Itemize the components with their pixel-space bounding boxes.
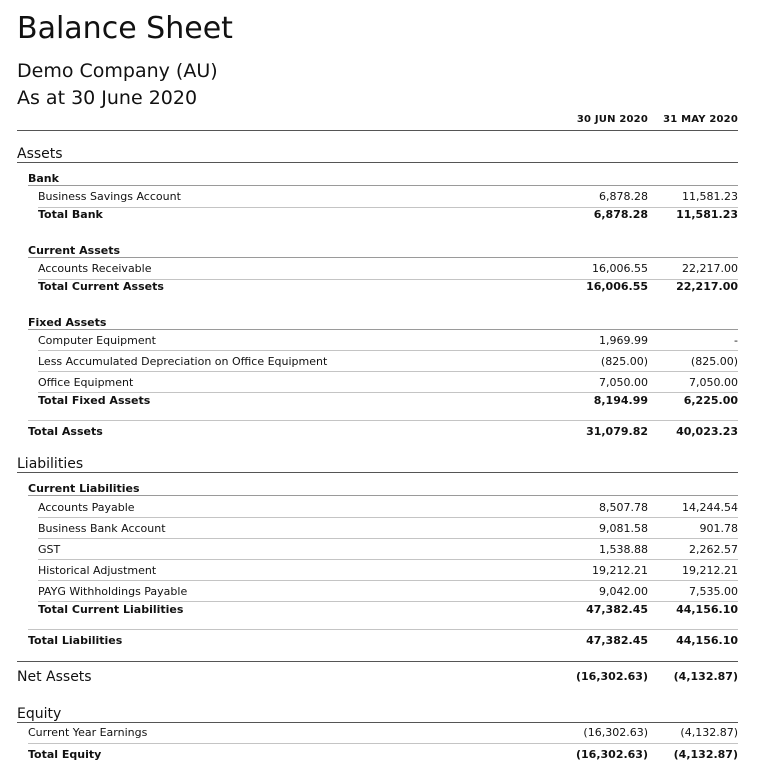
row-value-may: 7,050.00 (689, 376, 738, 389)
report-date: As at 30 June 2020 (17, 87, 198, 109)
row-value-jun: 1,969.99 (599, 334, 648, 347)
divider (38, 580, 738, 581)
row-value-jun: 9,042.00 (599, 585, 648, 598)
divider (17, 162, 738, 163)
net-assets-label: Net Assets (17, 669, 92, 685)
row-label: Business Savings Account (38, 190, 181, 203)
total-bank-jun: 6,878.28 (593, 208, 648, 221)
divider (38, 517, 738, 518)
current-assets-heading: Current Assets (28, 244, 121, 257)
divider (38, 350, 738, 351)
divider (28, 329, 738, 330)
total-current-assets-label: Total Current Assets (38, 280, 164, 293)
total-fixed-assets-jun: 8,194.99 (593, 394, 648, 407)
total-equity-jun: (16,302.63) (576, 748, 648, 761)
row-value-may: (4,132.87) (680, 726, 738, 739)
row-value-may: 19,212.21 (682, 564, 738, 577)
row-value-may: 11,581.23 (682, 190, 738, 203)
total-current-assets-jun: 16,006.55 (586, 280, 648, 293)
report-title: Balance Sheet (17, 11, 233, 46)
total-assets-may: 40,023.23 (676, 425, 738, 438)
total-liabilities-label: Total Liabilities (28, 634, 123, 647)
total-current-liabilities-label: Total Current Liabilities (38, 603, 184, 616)
divider (38, 559, 738, 560)
equity-heading: Equity (17, 706, 62, 722)
row-value-jun: (16,302.63) (583, 726, 648, 739)
net-assets-jun: (16,302.63) (576, 670, 648, 683)
total-current-liabilities-may: 44,156.10 (676, 603, 738, 616)
column-header-jun: 30 JUN 2020 (576, 114, 648, 125)
row-value-jun: 16,006.55 (592, 262, 648, 275)
company-name: Demo Company (AU) (17, 60, 218, 82)
divider (28, 629, 738, 630)
total-equity-label: Total Equity (28, 748, 102, 761)
row-value-jun: (825.00) (600, 355, 648, 368)
row-value-may: - (734, 334, 738, 347)
row-label: Accounts Payable (38, 501, 135, 514)
bank-heading: Bank (28, 172, 59, 185)
divider (38, 392, 738, 393)
row-value-may: 2,262.57 (689, 543, 738, 556)
divider (38, 538, 738, 539)
assets-heading: Assets (17, 146, 63, 162)
row-value-may: (825.00) (690, 355, 738, 368)
net-assets-may: (4,132.87) (673, 670, 738, 683)
row-label: PAYG Withholdings Payable (38, 585, 188, 598)
total-fixed-assets-may: 6,225.00 (683, 394, 738, 407)
row-label: Historical Adjustment (38, 564, 157, 577)
divider (28, 257, 738, 258)
row-label: Business Bank Account (38, 522, 166, 535)
divider (38, 371, 738, 372)
total-bank-label: Total Bank (38, 208, 103, 221)
row-label: Accounts Receivable (38, 262, 152, 275)
row-value-jun: 9,081.58 (599, 522, 648, 535)
total-liabilities-jun: 47,382.45 (586, 634, 648, 647)
total-assets-jun: 31,079.82 (586, 425, 648, 438)
current-liabilities-heading: Current Liabilities (28, 482, 140, 495)
divider (28, 420, 738, 421)
divider (28, 743, 738, 744)
row-value-may: 14,244.54 (682, 501, 738, 514)
divider (28, 185, 738, 186)
row-value-jun: 7,050.00 (599, 376, 648, 389)
divider (17, 472, 738, 473)
total-assets-label: Total Assets (28, 425, 103, 438)
column-header-may: 31 MAY 2020 (663, 114, 738, 125)
row-value-may: 22,217.00 (682, 262, 738, 275)
divider (38, 601, 738, 602)
divider (17, 661, 738, 662)
row-label: Computer Equipment (38, 334, 156, 347)
row-value-may: 901.78 (699, 522, 738, 535)
row-label: Less Accumulated Depreciation on Office Equipment (38, 355, 328, 368)
row-value-may: 7,535.00 (689, 585, 738, 598)
fixed-assets-heading: Fixed Assets (28, 316, 107, 329)
row-value-jun: 6,878.28 (599, 190, 648, 203)
total-equity-may: (4,132.87) (673, 748, 738, 761)
row-label: GST (38, 543, 61, 556)
total-liabilities-may: 44,156.10 (676, 634, 738, 647)
row-label: Office Equipment (38, 376, 134, 389)
row-label: Current Year Earnings (28, 726, 148, 739)
liabilities-heading: Liabilities (17, 456, 84, 472)
divider (28, 495, 738, 496)
row-value-jun: 19,212.21 (592, 564, 648, 577)
total-current-assets-may: 22,217.00 (676, 280, 738, 293)
total-bank-may: 11,581.23 (676, 208, 738, 221)
divider (17, 722, 738, 723)
row-value-jun: 8,507.78 (599, 501, 648, 514)
total-fixed-assets-label: Total Fixed Assets (38, 394, 151, 407)
row-value-jun: 1,538.88 (599, 543, 648, 556)
total-current-liabilities-jun: 47,382.45 (586, 603, 648, 616)
header-divider (17, 130, 738, 131)
